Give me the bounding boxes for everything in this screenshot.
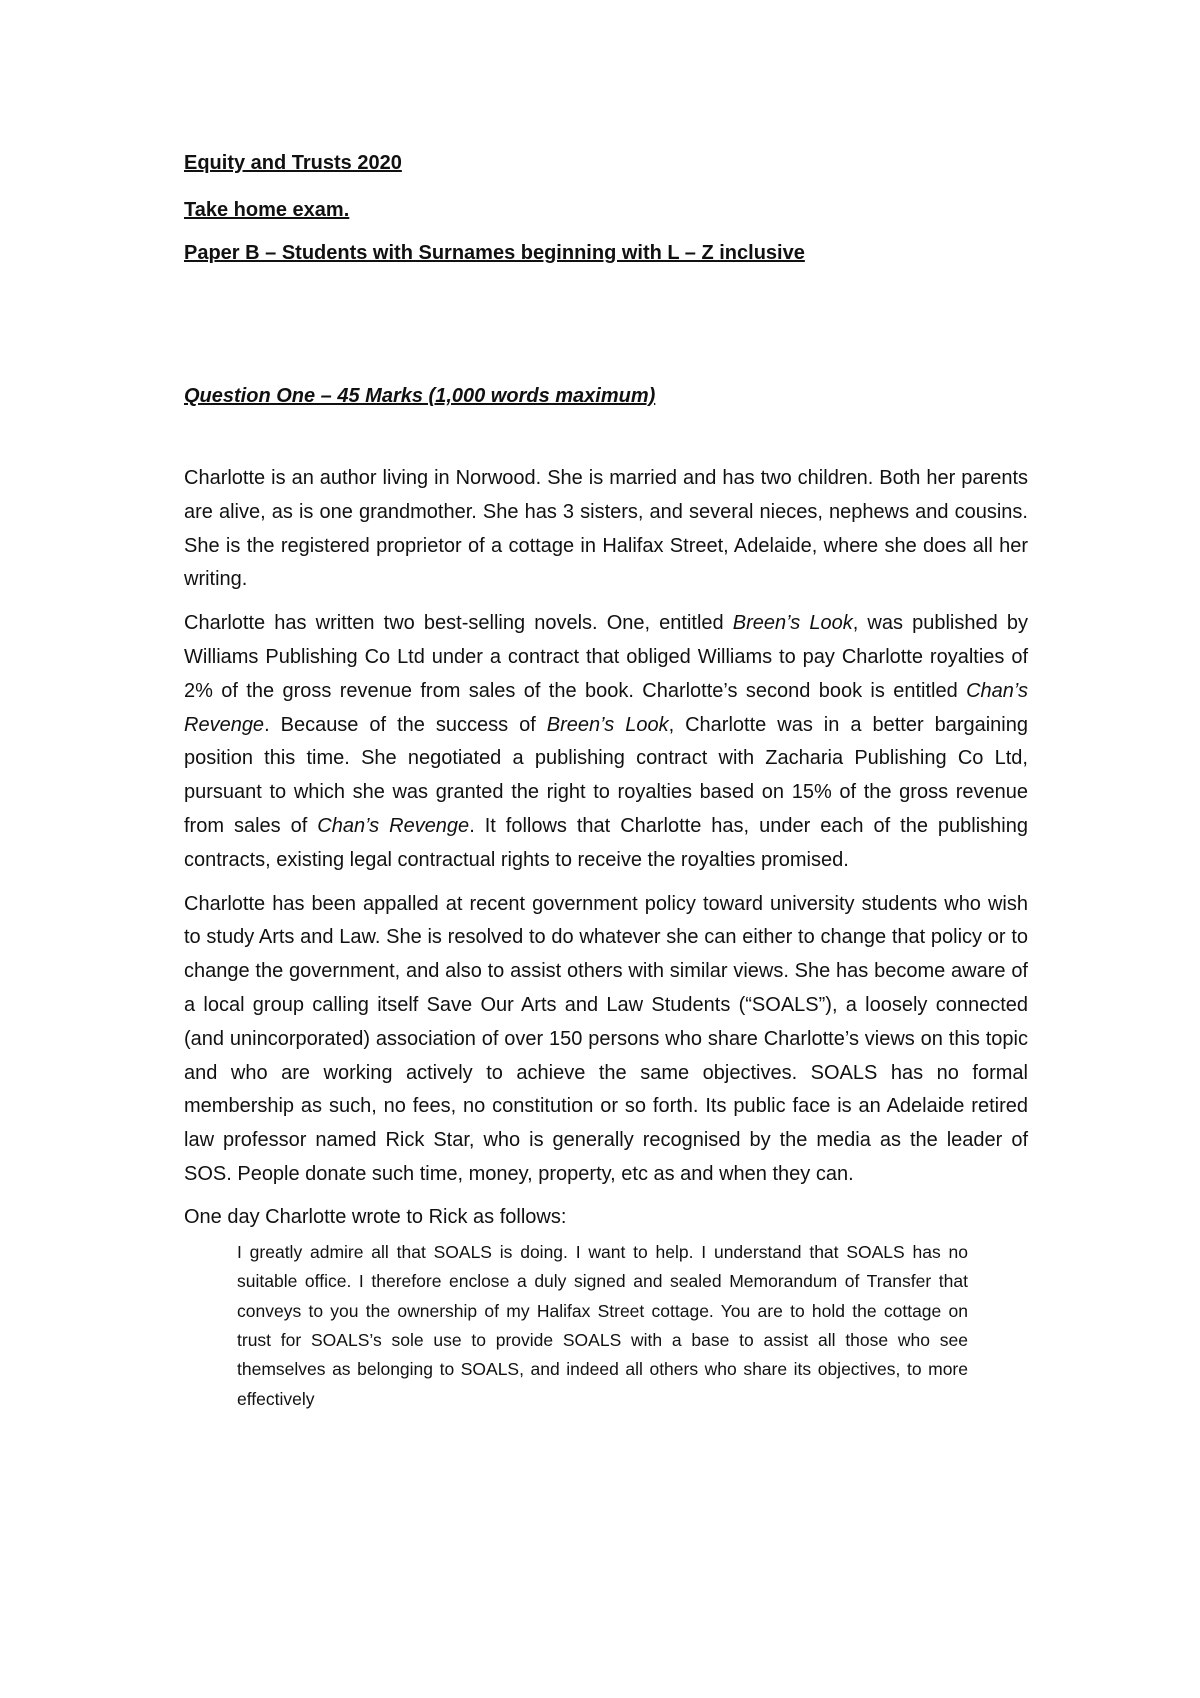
paragraph-1: Charlotte is an author living in Norwood. She is married and has two children. Both her parents are alive, as is one grandmother. She has 3 sisters, and several nieces, nephews and cousins. She is the registered proprietor of a cottage in Halifax Street, Adelaide, where she does all her writing. [184,467,1028,591]
paragraph-2-text: . Because of the success of [264,713,547,736]
document-title: Equity and Trusts 2020 [184,152,402,174]
letter-intro: One day Charlotte wrote to Rick as follows: [184,1205,567,1228]
spacer [184,287,1028,383]
paragraph-2-text: . It follows that Charlotte has, under each of the publishing contracts, existing legal contractual rights to receive the royalties promised. [184,814,1028,871]
document-content [184,150,1028,1414]
paragraph-2-text: , was published by Williams Publishing Co Ltd under a contract that obliged Williams to pay Charlotte royalties of 2% of the gross revenue from sales of the book. Charlotte’s second book is entitled [184,612,1028,702]
paragraph-2-text: , Charlotte was in a better bargaining position this time. She negotiated a publishing contract with Zacharia Publishing Co Ltd, pursuant to which she was granted the right to royalties based on 15% of the gross revenue from sales of [184,713,1028,837]
paragraph-2-text: Charlotte has written two best-selling novels. One, entitled [184,612,733,635]
document-subtitle: Take home exam. [184,199,350,221]
book-title-breens-look: Breen’s Look [732,612,853,635]
book-title-chans-revenge: Chan’s Revenge [317,814,470,837]
paper-heading: Paper B – Students with Surnames beginning with L – Z inclusive [184,242,805,264]
letter-quote: I greatly admire all that SOALS is doing. I want to help. I understand that SOALS has no suitable office. I therefore enclose a duly signed and sealed Memorandum of Transfer that conveys to you the ownership of my Halifax Street cottage. You are to hold the cottage on trust for SOALS’s sole use to provide SOALS with a base to assist all those who see themselves as belonging to SOALS, and indeed all others who share its objectives, to more effectively [237,1241,968,1409]
paragraph-2 [184,607,1028,877]
paragraph-3: Charlotte has been appalled at recent government policy toward university students who wish to study Arts and Law. She is resolved to do whatever she can either to change that policy or to change the government, and also to assist others with similar views. She has become aware of a local group calling itself Save Our Arts and Law Students (“SOALS”), a loosely connected (and unincorporated) association of over 150 persons who share Charlotte’s views on this topic and who are working actively to achieve the same objectives. SOALS has no formal membership as such, no fees, no constitution or so forth. Its public face is an Adelaide retired law professor named Rick Star, who is generally recognised by the media as the leader of SOS. People donate such time, money, property, etc as and when they can. [184,892,1028,1185]
book-title-chans-revenge: Chan’s Revenge [184,679,1028,736]
question-heading: Question One – 45 Marks (1,000 words maximum) [184,385,656,407]
book-title-breens-look: Breen’s Look [546,713,669,736]
